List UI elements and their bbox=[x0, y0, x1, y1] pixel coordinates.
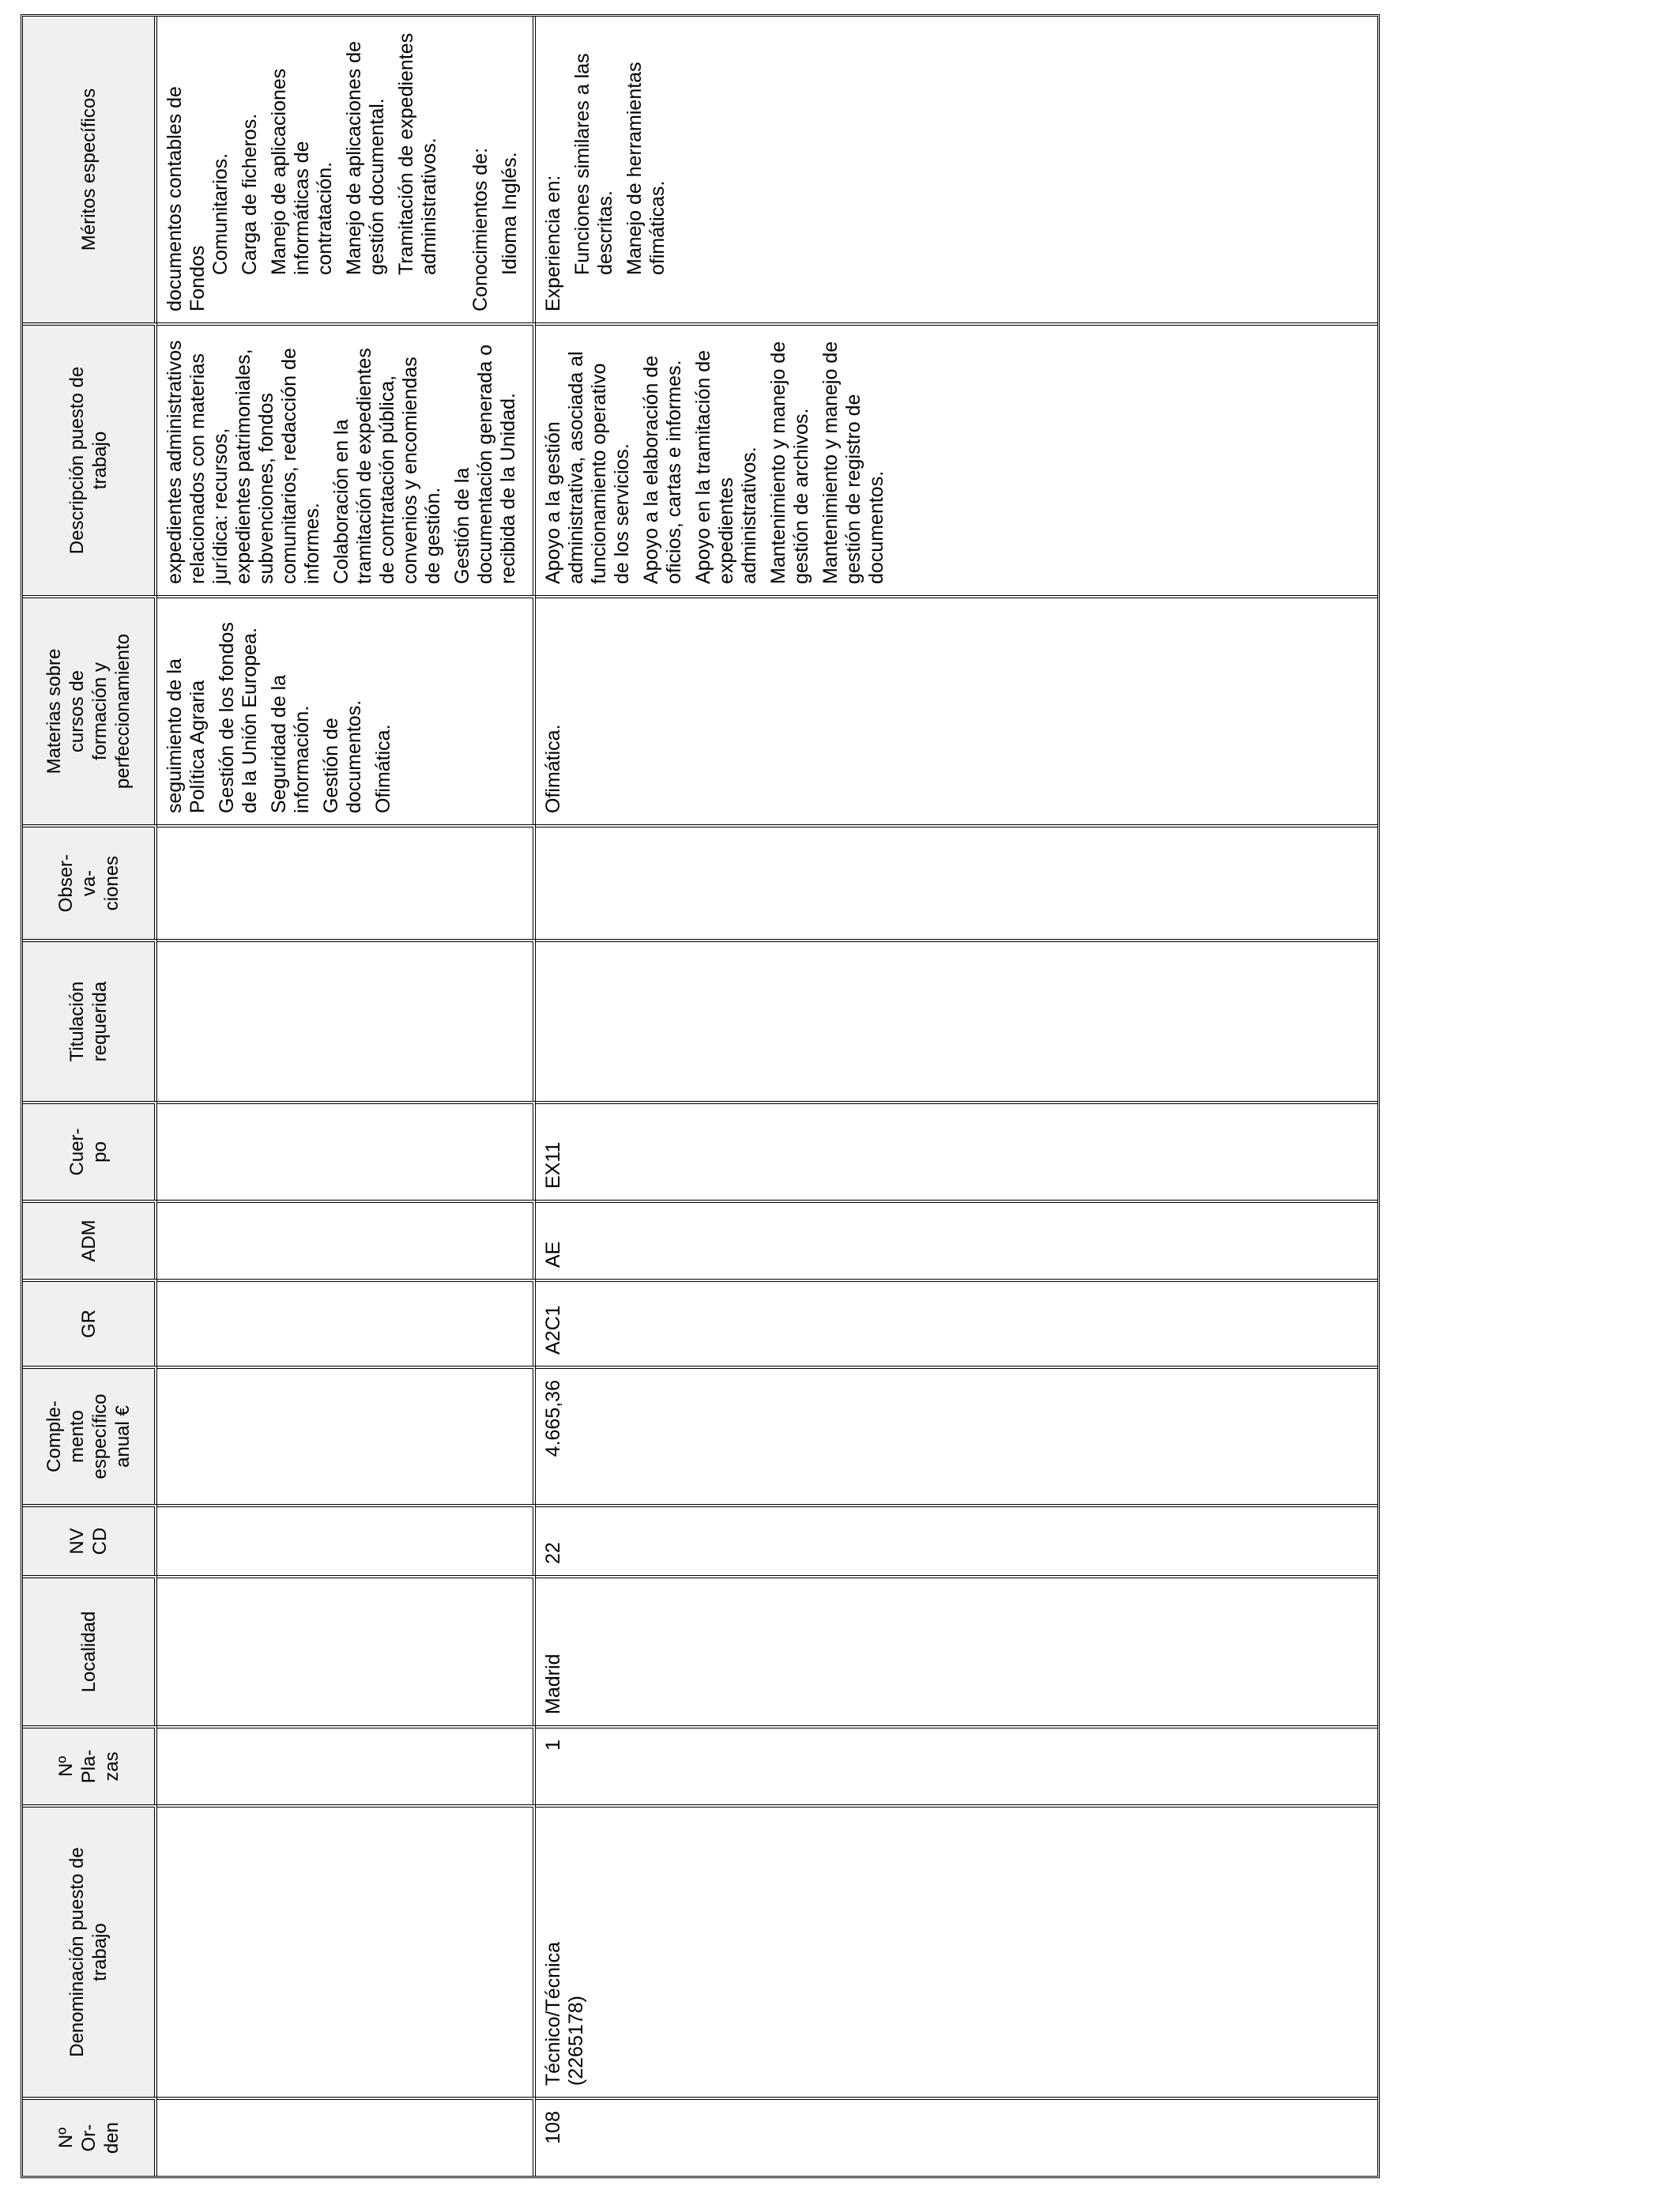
header-nivel: NV CD bbox=[23, 1504, 157, 1575]
grupo-cell-prev bbox=[157, 1279, 536, 1366]
denominacion-cell: Técnico/Técnica (2265178) bbox=[536, 1804, 1377, 2097]
header-meritos: Méritos específicos bbox=[23, 17, 157, 322]
complemento-cell: 4.665,36 bbox=[536, 1366, 1377, 1504]
experiencia-item: Manejo de herramientas ofimáticas. bbox=[623, 62, 669, 275]
merito-item: Tramitación de expedientes administrativos. bbox=[395, 32, 440, 275]
descripcion-item: Apoyo en la tramitación de expedientes administrativos. bbox=[692, 349, 760, 584]
observaciones-cell bbox=[536, 824, 1377, 939]
descripcion-cell bbox=[536, 322, 1377, 595]
header-grupo: GR bbox=[23, 1279, 157, 1366]
localidad-cell-prev bbox=[157, 1575, 536, 1725]
materia-item: Ofimática. bbox=[542, 724, 564, 813]
materia-item: Ofimática. bbox=[372, 724, 394, 813]
header-orden: Nº Or- den bbox=[23, 2097, 157, 2176]
complemento-cell-prev bbox=[157, 1366, 536, 1504]
merito-item: Carga de ficheros. bbox=[239, 113, 261, 275]
meritos-cell bbox=[536, 17, 1377, 322]
materia-item: seguimiento de la Política Agraria bbox=[164, 658, 209, 813]
materia-item: Gestión de documentos. bbox=[320, 699, 365, 813]
descripcion-item: Mantenimiento y manejo de gestión de registro de documentos. bbox=[819, 341, 887, 584]
header-plazas: Nº Pla- zas bbox=[23, 1725, 157, 1804]
adm-cell-prev bbox=[157, 1200, 536, 1279]
header-adm: ADM bbox=[23, 1200, 157, 1279]
denominacion-cell-prev bbox=[157, 1804, 536, 2097]
header-observaciones: Obser- va- ciones bbox=[23, 824, 157, 939]
cuerpo-cell-prev bbox=[157, 1101, 536, 1200]
descripcion-item: Apoyo a la gestión administrativa, asociada al funcionamiento operativo de los servicios. bbox=[542, 351, 633, 584]
titulacion-cell bbox=[536, 939, 1377, 1101]
experiencia-label: Experiencia en: bbox=[542, 175, 564, 311]
header-materias: Materias sobre cursos de formación y perfeccionamiento bbox=[23, 595, 157, 824]
materias-cell bbox=[536, 595, 1377, 824]
header-cuerpo: Cuer- po bbox=[23, 1101, 157, 1200]
header-titulacion: Titulación requerida bbox=[23, 939, 157, 1101]
header-descripcion: Descripción puesto de trabajo bbox=[23, 322, 157, 595]
nivel-cell-prev bbox=[157, 1504, 536, 1575]
titulacion-cell-prev bbox=[157, 939, 536, 1101]
header-denominacion: Denominación puesto de trabajo bbox=[23, 1804, 157, 2097]
materias-cell-prev bbox=[157, 595, 536, 824]
grupo-cell: A2C1 bbox=[536, 1279, 1377, 1366]
orden-cell: 108 bbox=[536, 2097, 1377, 2176]
conocimiento-item: Idioma Inglés. bbox=[499, 152, 521, 275]
plazas-cell: 1 bbox=[536, 1725, 1377, 1804]
table-row bbox=[536, 17, 1377, 2176]
descripcion-item: Apoyo a la elaboración de oficios, cartas e informes. bbox=[640, 355, 685, 584]
conocimientos-label: Conocimientos de: bbox=[469, 147, 492, 311]
merito-item: Comunitarios. bbox=[209, 153, 232, 275]
header-localidad: Localidad bbox=[23, 1575, 157, 1725]
merito-item: Manejo de aplicaciones informáticas de contratación. bbox=[268, 68, 336, 275]
cuerpo-cell: EX11 bbox=[536, 1101, 1377, 1200]
header-row bbox=[23, 17, 157, 2176]
descripcion-cell-prev bbox=[157, 322, 536, 595]
merito-item: Manejo de aplicaciones de gestión documental. bbox=[343, 40, 388, 275]
materia-item: Gestión de los fondos de la Unión Europea. bbox=[216, 622, 261, 813]
merito-item: documentos contables de Fondos bbox=[164, 86, 209, 311]
descripcion-item: expedientes administrativos relacionados con materias jurídica: recursos, expedientes patrimoniales, subvenciones, fondos comunitarios, redacción de informes. bbox=[164, 340, 323, 584]
observaciones-cell-prev bbox=[157, 824, 536, 939]
descripcion-item: Colaboración en la tramitación de expedientes de contratación pública, convenios y encomiendas de gestión. bbox=[330, 348, 444, 584]
header-complemento: Comple- mento específico anual € bbox=[23, 1366, 157, 1504]
table-row bbox=[157, 17, 536, 2176]
localidad-cell: Madrid bbox=[536, 1575, 1377, 1725]
meritos-cell-prev bbox=[157, 17, 536, 322]
experiencia-item: Funciones similares a las descritas. bbox=[571, 53, 616, 275]
nivel-cell: 22 bbox=[536, 1504, 1377, 1575]
plazas-cell-prev bbox=[157, 1725, 536, 1804]
orden-cell-prev bbox=[157, 2097, 536, 2176]
materia-item: Seguridad de la información. bbox=[268, 674, 313, 813]
descripcion-item: Mantenimiento y manejo de gestión de archivos. bbox=[767, 341, 812, 584]
descripcion-item: Gestión de la documentación generada o recibida de la Unidad. bbox=[451, 344, 519, 584]
adm-cell: AE bbox=[536, 1200, 1377, 1279]
job-positions-table bbox=[21, 14, 1380, 2178]
